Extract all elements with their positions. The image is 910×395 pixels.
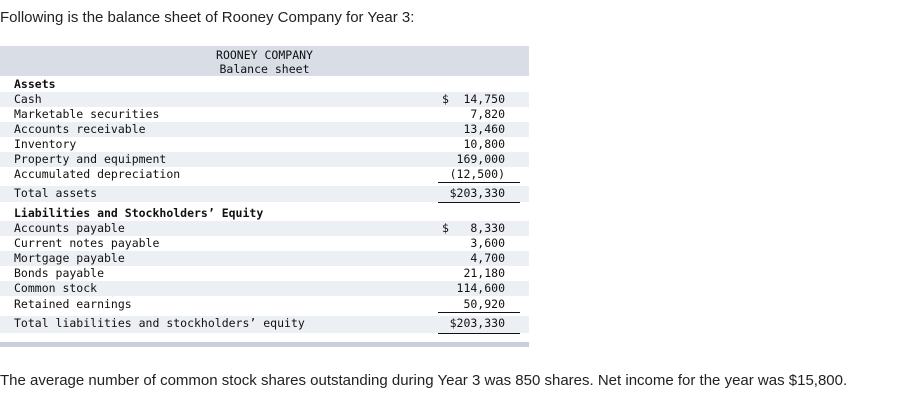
table-row [0, 152, 529, 167]
total-underline [438, 202, 520, 203]
table-row [0, 221, 529, 236]
row-amount: 10,800 [463, 137, 505, 151]
sheet-header [0, 46, 529, 76]
company-name: ROONEY COMPANY [216, 48, 313, 62]
liabilities-heading-row [0, 206, 529, 221]
liabilities-heading: Liabilities and Stockholders’ Equity [14, 206, 264, 220]
row-label: Marketable securities [14, 107, 160, 121]
total-assets-amount: $203,330 [449, 186, 505, 200]
row-amount: 21,180 [463, 266, 505, 280]
row-amount: 8,330 [470, 221, 505, 235]
table-row [0, 266, 529, 281]
assets-heading: Assets [14, 77, 56, 91]
row-amount: 13,460 [463, 122, 505, 136]
total-liabilities-row [0, 316, 529, 333]
table-bottom-bar [0, 342, 529, 347]
subtotal-underline [438, 182, 520, 183]
dollar-sign: $ [442, 92, 449, 106]
total-liabilities-amount: $203,330 [449, 316, 505, 330]
subtotal-underline [438, 312, 520, 313]
row-label: Cash [14, 92, 42, 106]
balance-sheet-table [0, 46, 529, 346]
assets-heading-row [0, 77, 529, 92]
table-row [0, 297, 529, 312]
table-row [0, 107, 529, 122]
table-row [0, 122, 529, 137]
row-amount: 4,700 [470, 251, 505, 265]
table-row [0, 251, 529, 266]
footer-text: The average number of common stock shares outstanding during Year 3 was 850 shares. Net income for the year was $15,800. [0, 372, 848, 389]
total-underline [438, 333, 520, 334]
row-amount: 50,920 [463, 297, 505, 311]
table-row [0, 92, 529, 107]
row-label: Accumulated depreciation [14, 167, 181, 181]
dollar-sign: $ [442, 221, 449, 235]
total-liabilities-label: Total liabilities and stockholders’ equity [14, 316, 305, 330]
row-amount: 7,820 [470, 107, 505, 121]
total-assets-row [0, 186, 529, 202]
row-amount: (12,500) [449, 167, 505, 181]
intro-text: Following is the balance sheet of Rooney Company for Year 3: [0, 9, 415, 26]
row-label: Accounts receivable [14, 122, 146, 136]
row-label: Retained earnings [14, 297, 132, 311]
table-row [0, 167, 529, 182]
row-label: Mortgage payable [14, 251, 125, 265]
sheet-title: Balance sheet [219, 62, 310, 76]
row-label: Common stock [14, 281, 98, 295]
table-row [0, 137, 529, 152]
row-amount: 169,000 [456, 152, 505, 166]
row-label: Accounts payable [14, 221, 125, 235]
row-amount: 114,600 [456, 281, 505, 295]
table-row [0, 236, 529, 251]
row-label: Inventory [14, 137, 77, 151]
row-amount: 14,750 [463, 92, 505, 106]
row-label: Property and equipment [14, 152, 167, 166]
row-label: Current notes payable [14, 236, 160, 250]
row-amount: 3,600 [470, 236, 505, 250]
row-label: Bonds payable [14, 266, 105, 280]
total-assets-label: Total assets [14, 186, 98, 200]
table-row [0, 281, 529, 296]
